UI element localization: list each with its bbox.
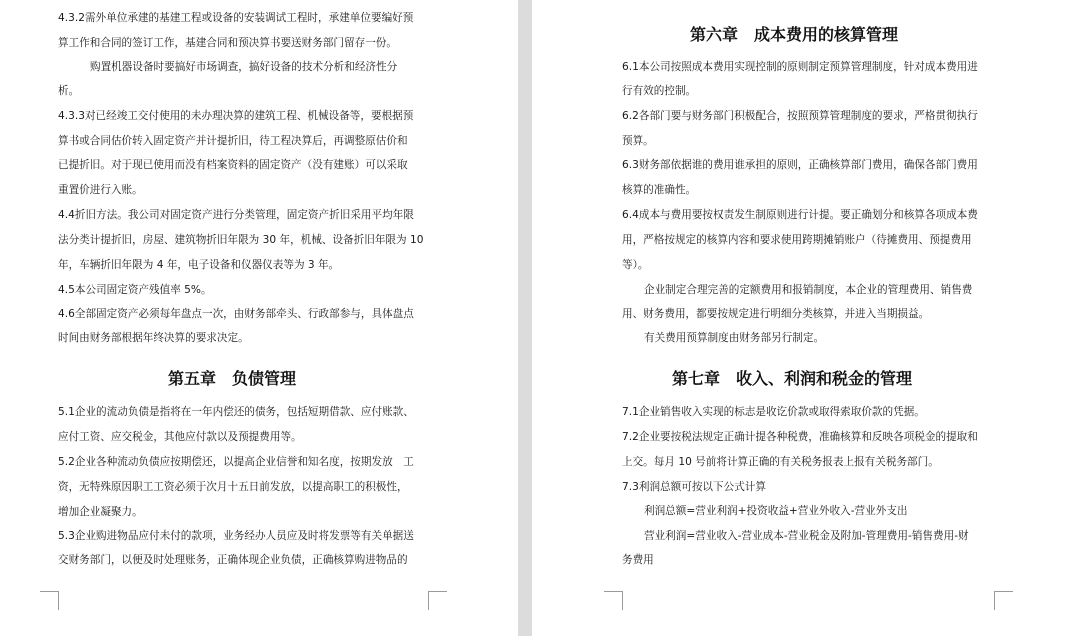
paragraph-line: 行有效的控制。 <box>622 85 697 97</box>
paragraph-line: 算工作和合同的签订工作，基建合同和预决算书要送财务部门留存一份。 <box>58 37 397 49</box>
paragraph-line: 法分类计提折旧，房屋、建筑物折旧年限为 30 年，机械、设备折旧年限为 10 <box>58 234 424 246</box>
page-corner-mark <box>994 591 1013 610</box>
paragraph-line: 6.2各部门要与财务部门积极配合，按照预算管理制度的要求，严格贯彻执行 <box>622 110 978 122</box>
paragraph-line: 4.4折旧方法。我公司对固定资产进行分类管理，固定资产折旧采用平均年限 <box>58 209 414 221</box>
left-page <box>0 0 518 636</box>
paragraph-line: 6.3财务部依据谁的费用谁承担的原则，正确核算部门费用，确保各部门费用 <box>622 159 978 171</box>
paragraph-line: 企业制定合理完善的定额费用和报销制度，本企业的管理费用、销售费 <box>644 284 973 296</box>
paragraph-line: 7.1企业销售收入实现的标志是收讫价款或取得索取价款的凭据。 <box>622 406 925 418</box>
paragraph-line: 增加企业凝聚力。 <box>58 506 143 518</box>
page-corner-mark <box>604 591 623 610</box>
formula-line: 营业利润=营业收入-营业成本-营业税金及附加-管理费用-销售费用-财 <box>644 530 969 542</box>
paragraph-line: 核算的准确性。 <box>622 184 697 196</box>
page-corner-mark <box>40 591 59 610</box>
paragraph-line: 购置机器设备时要搞好市场调查，搞好设备的技术分析和经济性分 <box>90 61 398 73</box>
paragraph-line: 析。 <box>58 85 80 97</box>
paragraph-line: 算书或合同估价转入固定资产并计提折旧，待工程决算后，再调整原估价和 <box>58 135 408 147</box>
paragraph-line: 有关费用预算制度由财务部另行制定。 <box>644 332 825 344</box>
paragraph-line: 4.5本公司固定资产残值率 5%。 <box>58 284 212 296</box>
paragraph-line: 已提折旧。对于现已使用而没有档案资料的固定资产（没有建账）可以采取 <box>58 159 408 171</box>
paragraph-line: 用，严格按规定的核算内容和要求使用跨期摊销账户（待摊费用、预提费用 <box>622 234 972 246</box>
paragraph-line: 用、财务费用，都要按规定进行明细分类核算，并进入当期损益。 <box>622 308 930 320</box>
paragraph-line: 上交。每月 10 号前将计算正确的有关税务报表上报有关税务部门。 <box>622 456 939 468</box>
paragraph-line: 7.2企业要按税法规定正确计提各种税费，准确核算和反映各项税金的提取和 <box>622 431 978 443</box>
paragraph-line: 5.2企业各种流动负债应按期偿还，以提高企业信誉和知名度，按期发放 工 <box>58 456 414 468</box>
paragraph-line: 资，无特殊原因职工工资必须于次月十五日前发放，以提高职工的积极性， <box>58 481 408 493</box>
paragraph-line: 等）。 <box>622 259 649 271</box>
paragraph-line: 年，车辆折旧年限为 4 年，电子设备和仪器仪表等为 3 年。 <box>58 259 340 271</box>
paragraph-line: 4.3.3对已经竣工交付使用的未办理决算的建筑工程、机械设备等，要根据预 <box>58 110 414 122</box>
page-corner-mark <box>428 591 447 610</box>
formula-line: 利润总额=营业利润+投资收益+营业外收入-营业外支出 <box>644 505 908 517</box>
paragraph-line: 预算。 <box>622 135 654 147</box>
chapter-heading: 第五章 负债管理 <box>168 369 297 388</box>
paragraph-line: 7.3利润总额可按以下公式计算 <box>622 481 766 493</box>
paragraph-line: 应付工资、应交税金，其他应付款以及预提费用等。 <box>58 431 302 443</box>
paragraph-line: 重置价进行入账。 <box>58 184 143 196</box>
paragraph-line: 务费用 <box>622 554 654 566</box>
paragraph-line: 5.1企业的流动负债是指将在一年内偿还的债务，包括短期借款、应付账款、 <box>58 406 414 418</box>
paragraph-line: 6.4成本与费用要按权责发生制原则进行计提。要正确划分和核算各项成本费 <box>622 209 978 221</box>
paragraph-line: 6.1本公司按照成本费用实现控制的原则制定预算管理制度，针对成本费用进 <box>622 61 978 73</box>
chapter-heading: 第六章 成本费用的核算管理 <box>690 25 899 44</box>
chapter-heading: 第七章 收入、利润和税金的管理 <box>672 369 913 388</box>
paragraph-line: 时间由财务部根据年终决算的要求决定。 <box>58 332 249 344</box>
paragraph-line: 4.3.2需外单位承建的基建工程或设备的安装调试工程时，承建单位要编好预 <box>58 12 414 24</box>
paragraph-line: 5.3企业购进物品应付未付的款项，业务经办人员应及时将发票等有关单据送 <box>58 530 414 542</box>
paragraph-line: 4.6全部固定资产必须每年盘点一次，由财务部牵头、行政部参与，具体盘点 <box>58 308 414 320</box>
paragraph-line: 交财务部门，以便及时处理账务，正确体现企业负债，正确核算购进物品的 <box>58 554 408 566</box>
right-page <box>532 0 1080 636</box>
